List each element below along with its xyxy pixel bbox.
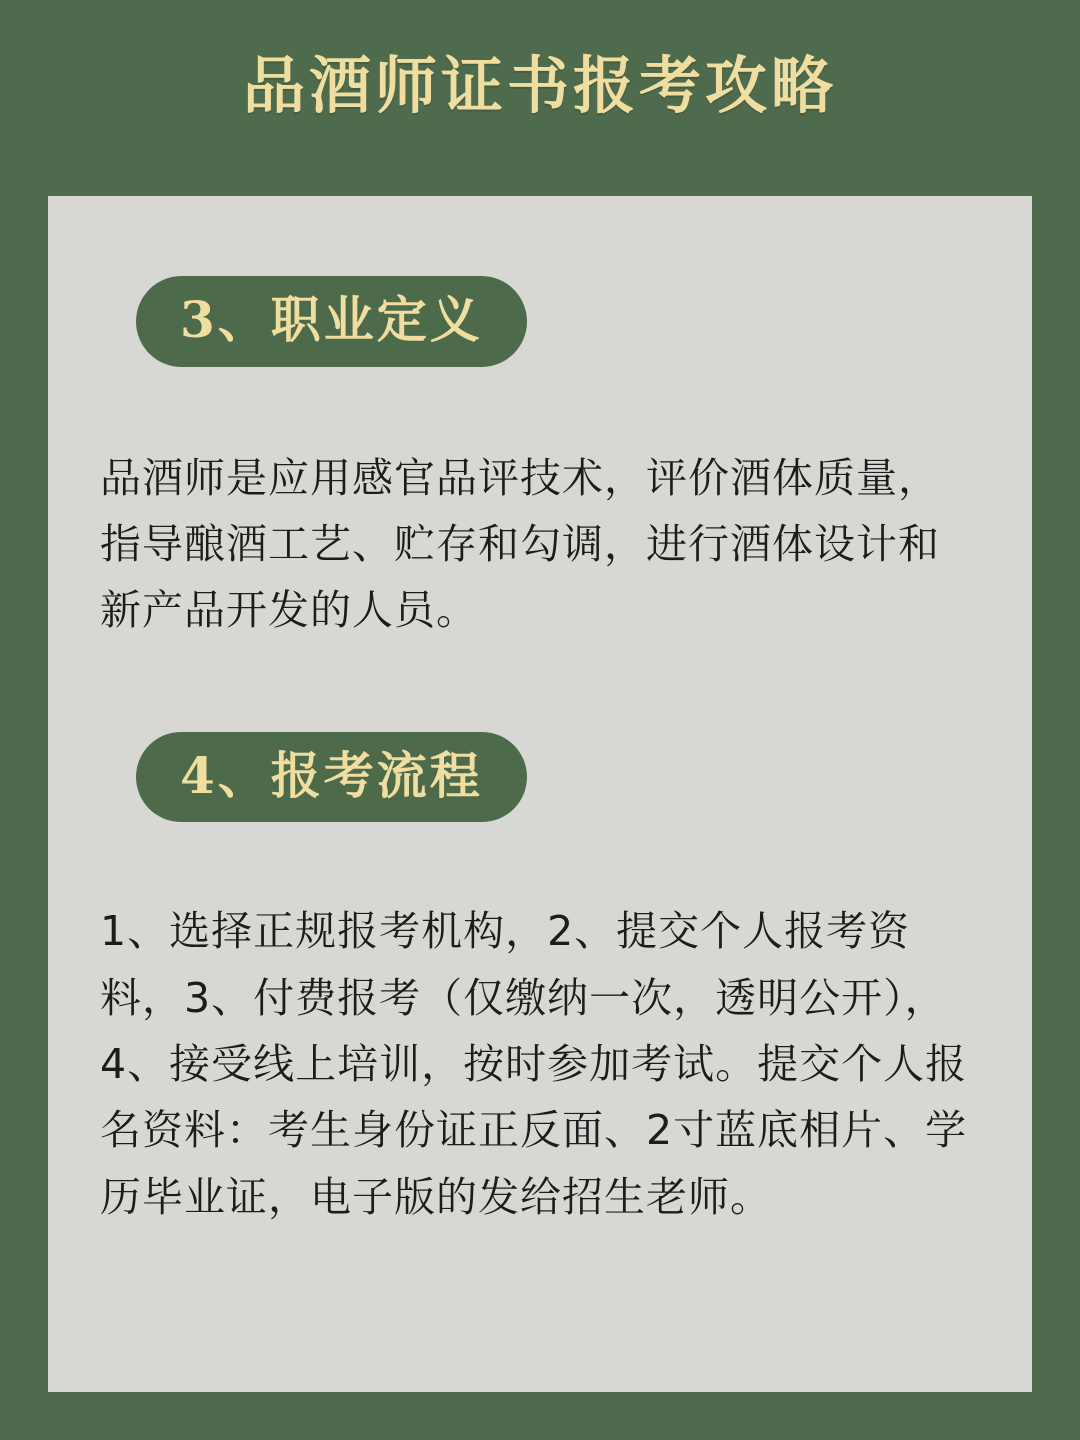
section-heading-3: 3、职业定义 <box>136 276 527 367</box>
section-heading-wrapper-2 <box>136 732 986 823</box>
section-heading-4: 4、报考流程 <box>136 732 527 823</box>
page-title: 品酒师证书报考攻略 <box>242 49 837 122</box>
section-body-3: 品酒师是应用感官品评技术，评价酒体质量，指导酿酒工艺、贮存和勾调，进行酒体设计和新产品开发的人员。 <box>100 453 940 635</box>
content-card <box>48 196 1032 1392</box>
section-heading-wrapper-1 <box>136 276 986 367</box>
section-body-4: 1、选择正规报考机构，2、提交个人报考资料，3、付费报考（仅缴纳一次，透明公开），4、接受线上培训，按时参加考试。提交个人报名资料：考生身份证正反面、2寸蓝底相片、学历毕业证，电子版的发给招生老师。 <box>100 907 968 1221</box>
